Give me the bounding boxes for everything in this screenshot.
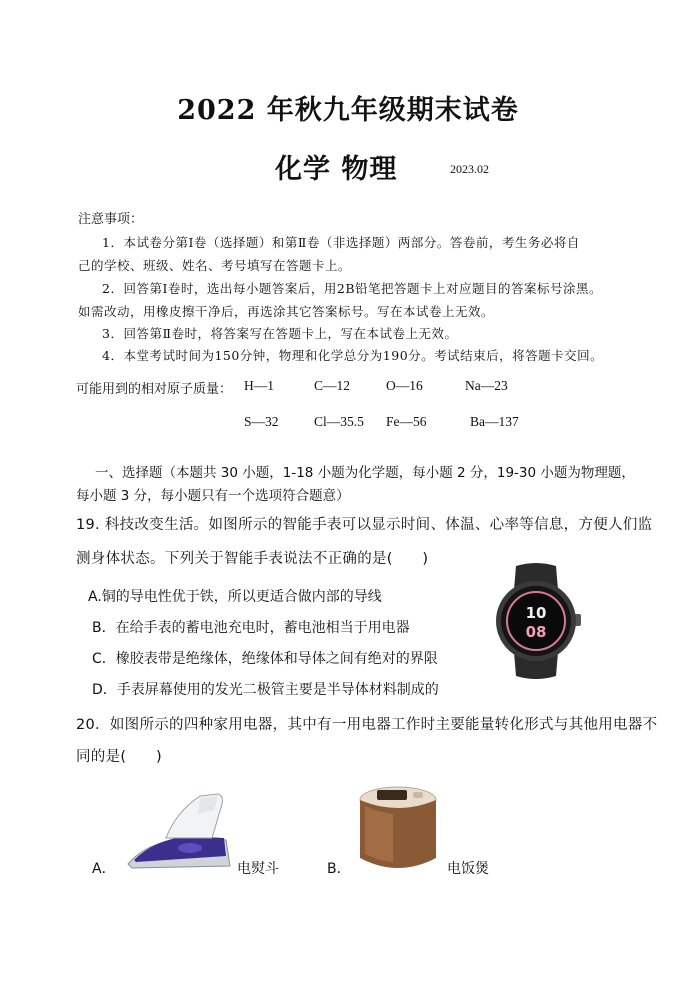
- smart-watch-image: [486, 562, 586, 680]
- option-a-letter: A．: [92, 861, 116, 877]
- note-line: 如需改动，用橡皮擦干净后，再选涂其它答案标号。写在本试卷上无效。: [78, 304, 495, 319]
- watch-minute: 08: [525, 623, 547, 641]
- atomic-mass-table: [0, 378, 696, 438]
- atomic-mass-item: Ba—137: [470, 414, 519, 429]
- option-a-label: 电熨斗: [237, 861, 279, 877]
- watch-hour: 10: [525, 604, 547, 622]
- atomic-mass-item: C—12: [314, 378, 351, 393]
- atomic-mass-item: Fe—56: [386, 414, 427, 429]
- electric-iron-image: [126, 786, 238, 870]
- atomic-mass-label: 可能用到的相对原子质量：: [76, 382, 233, 397]
- atomic-mass-item: H—1: [244, 378, 274, 393]
- exam-subtitle: 化学 物理: [275, 154, 398, 185]
- atomic-mass-item: O—16: [386, 378, 423, 393]
- option-c: C．橡胶表带是绝缘体，绝缘体和导体之间有绝对的界限: [92, 651, 438, 667]
- option-b: B．在给手表的蓄电池充电时，蓄电池相当于用电器: [92, 620, 410, 636]
- option-b-label: 电饭煲: [447, 861, 489, 877]
- option-d: D．手表屏幕使用的发光二极管主要是半导体材料制成的: [92, 682, 439, 698]
- note-line: 2．回答第Ⅰ卷时，选出每小题答案后，用2B铅笔把答题卡上对应题目的答案标号涂黑。: [102, 281, 603, 296]
- atomic-mass-item: Cl—35.5: [314, 414, 364, 429]
- question-19-stem: 19. 科技改变生活。如图所示的智能手表可以显示时间、体温、心率等信息，方便人们监: [76, 517, 653, 533]
- note-line: 1．本试卷分第Ⅰ卷（选择题）和第Ⅱ卷（非选择题）两部分。答卷前，考生务必将自: [102, 235, 580, 250]
- note-line: 4．本堂考试时间为150分钟，物理和化学总分为190分。考试结束后，将答题卡交回。: [102, 348, 604, 363]
- notes-heading: 注意事项：: [78, 212, 144, 227]
- rice-cooker-image: [353, 782, 443, 876]
- note-line: 己的学校、班级、姓名、考号填写在答题卡上。: [78, 258, 352, 273]
- atomic-mass-item: Na—23: [465, 378, 508, 393]
- note-line: 3．回答第Ⅱ卷时，将答案写在答题卡上，写在本试卷上无效。: [102, 326, 458, 341]
- atomic-mass-item: S—32: [244, 414, 279, 429]
- question-20-stem: 20．如图所示的四种家用电器，其中有一用电器工作时主要能量转化形式与其他用电器不: [76, 717, 658, 733]
- option-b-letter: B．: [327, 861, 351, 877]
- section-heading-cont: 每小题 3 分，每小题只有一个选项符合题意）: [76, 488, 350, 504]
- exam-title: 2022 年秋九年级期末试卷: [177, 95, 519, 126]
- question-19-stem-cont: 测身体状态。下列关于智能手表说法不正确的是( ): [76, 551, 429, 567]
- question-20-stem-cont: 同的是( ): [76, 749, 162, 765]
- section-heading: 一、选择题（本题共 30 小题，1-18 小题为化学题，每小题 2 分，19-30 小题为物理题，: [95, 465, 635, 481]
- option-a: A.铜的导电性优于铁，所以更适合做内部的导线: [88, 589, 382, 605]
- exam-date: 2023.02: [450, 162, 489, 176]
